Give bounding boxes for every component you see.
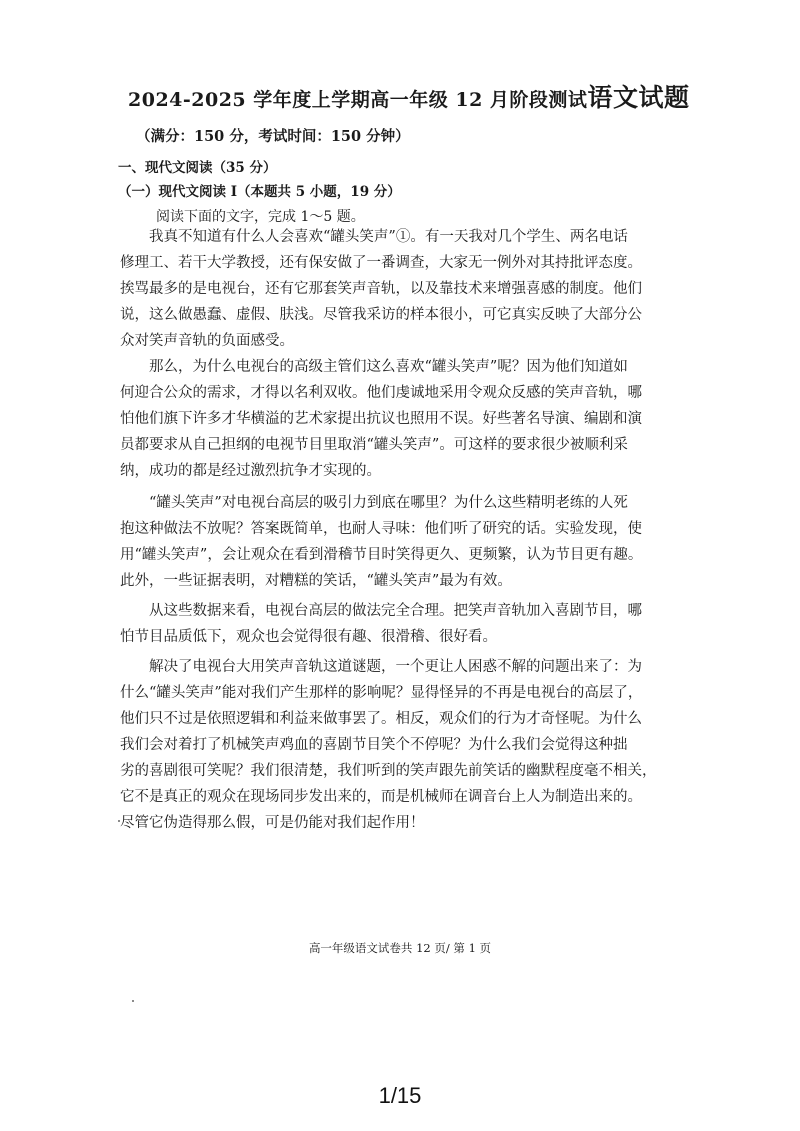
passage-line: 抱这种做法不放呢？答案既简单，也耐人寻味：他们听了研究的话。实验发现，使: [120, 521, 642, 537]
passage-line: 怕节目品质低下，观众也会觉得很有趣、很滑稽、很好看。: [120, 629, 497, 645]
passage-line: 从这些数据来看，电视台高层的做法完全合理。把笑声音轨加入喜剧节目，哪: [120, 603, 642, 619]
passage-paragraph-1: [120, 224, 732, 354]
passage-line: 说，这么做愚蠢、虚假、肤浅。尽管我采访的样本很小，可它真实反映了大部分公: [120, 307, 642, 323]
passage-paragraph-5: [120, 654, 732, 836]
scan-speck: [132, 1000, 134, 1002]
exam-title: [128, 78, 689, 114]
scan-speck: [118, 820, 120, 822]
passage-line: 此外，一些证据表明，对糟糕的笑话，“罐头笑声”最为有效。: [120, 573, 512, 589]
passage-line: 我们会对着打了机械笑声鸡血的喜剧节目笑个不停呢？为什么我们会觉得这种拙: [120, 737, 628, 753]
passage-line: 何迎合公众的需求，才得以名利双收。他们虔诚地采用令观众反感的笑声音轨，哪: [120, 385, 642, 401]
passage-paragraph-3: [120, 490, 732, 594]
passage-line: 修理工、若干大学教授，还有保安做了一番调查，大家无一例外对其持批评态度。: [120, 255, 642, 271]
subsection-heading: （一）现代文阅读 I（本题共 5 小题，19 分）: [118, 184, 401, 200]
section-heading: 一、现代文阅读（35 分）: [118, 160, 277, 176]
passage-line: 他们只不过是依照逻辑和利益来做事罢了。相反，观众们的行为才奇怪呢。为什么: [120, 711, 642, 727]
passage-line: 纳，成功的都是经过激烈抗争才实现的。: [120, 463, 381, 479]
passage-paragraph-4: [120, 598, 732, 650]
exam-title-suffix: 语文试题: [587, 83, 690, 112]
exam-title-main: 2024-2025 学年度上学期高一年级 12 月阶段测试: [128, 89, 588, 111]
passage-line: 用“罐头笑声”，会让观众在看到滑稽节目时笑得更久、更频繁，认为节目更有趣。: [120, 547, 643, 563]
passage-line: 劣的喜剧很可笑呢？我们很清楚，我们听到的笑声跟先前笑话的幽默程度毫不相关，: [120, 763, 657, 779]
passage-line: 尽管它伪造得那么假，可是仍能对我们起作用！: [120, 815, 425, 831]
exam-info: （满分：150 分，考试时间：150 分钟）: [136, 128, 410, 145]
reading-instruction: 阅读下面的文字，完成 1～5 题。: [156, 209, 365, 225]
passage-paragraph-2: [120, 354, 732, 484]
passage-line: 我真不知道有什么人会喜欢“罐头笑声”①。有一天我对几个学生、两名电话: [120, 229, 628, 245]
passage-line: 它不是真正的观众在现场同步发出来的，而是机械师在调音台上人为制造出来的。: [120, 789, 642, 805]
passage-line: 员都要求从自己担纲的电视节目里取消“罐头笑声”。可这样的要求很少被顺利采: [120, 437, 628, 453]
passage-line: 怕他们旗下许多才华横溢的艺术家提出抗议也照用不误。好些著名导演、编剧和演: [120, 411, 642, 427]
passage-line: 众对笑声音轨的负面感受。: [120, 333, 294, 349]
passage-line: 挨骂最多的是电视台，还有它那套笑声音轨，以及靠技术来增强喜感的制度。他们: [120, 281, 642, 297]
passage-line: “罐头笑声”对电视台高层的吸引力到底在哪里？为什么这些精明老练的人死: [120, 495, 628, 511]
page-footer: 高一年级语文试卷共 12 页/ 第 1 页: [308, 941, 492, 955]
page-indicator: 1/15: [378, 1083, 422, 1108]
passage-line: 那么，为什么电视台的高级主管们这么喜欢“罐头笑声”呢？因为他们知道如: [120, 359, 628, 375]
passage-line: 解决了电视台大用笑声音轨这道谜题，一个更让人困惑不解的问题出来了：为: [120, 659, 642, 675]
passage-line: 什么“罐头笑声”能对我们产生那样的影响呢？显得怪异的不再是电视台的高层了，: [120, 685, 643, 701]
